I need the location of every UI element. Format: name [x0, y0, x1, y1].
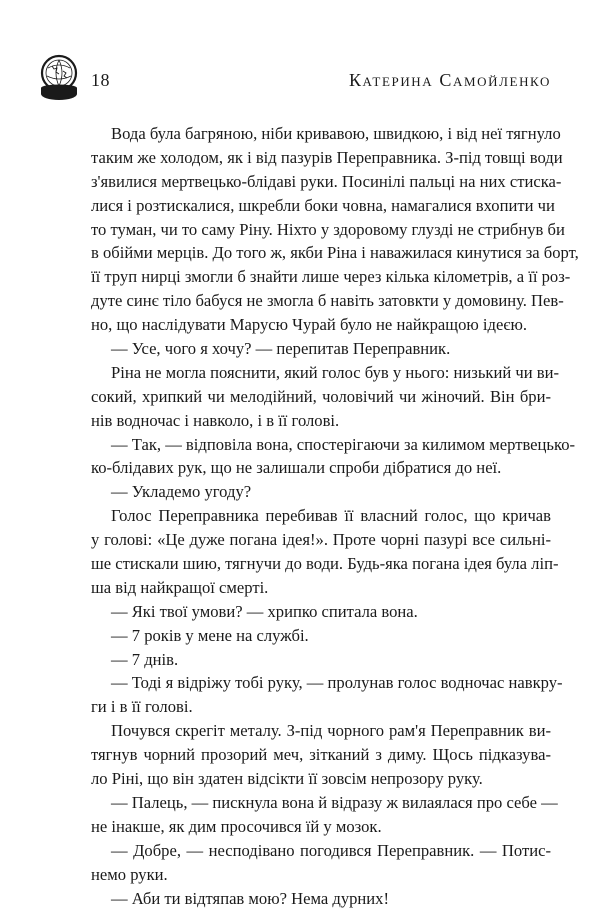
paragraph — [91, 719, 551, 791]
text-line: з'явилися мертвецько-блідаві руки. Посинілі пальці на них стиска- — [91, 170, 551, 194]
text-line: у голові: «Це дуже погана ідея!». Проте чорні пазурі все сильні- — [91, 528, 551, 552]
text-line: сокий, хрипкий чи мелодійний, чоловічий чи жіночий. Він бри- — [91, 385, 551, 409]
text-line: ко-блідавих рук, що не залишали спроби дібратися до неї. — [91, 456, 551, 480]
text-line: — Так, — відповіла вона, спостерігаючи за килимом мертвецько- — [91, 433, 551, 457]
text-line: но, що наслідувати Марусю Чурай було не найкращою ідеєю. — [91, 313, 551, 337]
paragraph — [91, 337, 551, 361]
paragraph — [91, 122, 551, 337]
moon-globe-emblem-icon — [38, 54, 80, 102]
text-line: дуте синє тіло бабуся не змогла б навіть затовкти у домовину. Пев- — [91, 289, 551, 313]
text-line: її труп нирці змогли б знайти лише через кілька кілометрів, а її роз- — [91, 265, 551, 289]
text-line: — Які твої умови? — хрипко спитала вона. — [91, 600, 551, 624]
text-line: — 7 років у мене на службі. — [91, 624, 551, 648]
text-line: ша від найкращої смерті. — [91, 576, 551, 600]
paragraph — [91, 887, 551, 910]
text-line: нів водночас і навколо, і в її голові. — [91, 409, 551, 433]
text-body — [91, 122, 551, 910]
paragraph — [91, 600, 551, 624]
text-line: не інакше, як дим просочився їй у мозок. — [91, 815, 551, 839]
text-line: Ріна не могла пояснити, який голос був у нього: низький чи ви- — [91, 361, 551, 385]
text-line: ше стискали шию, тягнучи до води. Будь-яка погана ідея була ліп- — [91, 552, 551, 576]
text-line: — 7 днів. — [91, 648, 551, 672]
text-line: Вода була багряною, ніби кривавою, швидкою, і від неї тягнуло — [91, 122, 551, 146]
paragraph — [91, 504, 551, 600]
paragraph — [91, 839, 551, 887]
page-header — [0, 0, 600, 120]
text-line: немо руки. — [91, 863, 551, 887]
text-line: — Добре, — несподівано погодився Переправник. — Потис- — [91, 839, 551, 863]
text-line: ло Ріні, що він здатен відсікти її зовсім непрозору руку. — [91, 767, 551, 791]
paragraph — [91, 433, 551, 481]
text-line: тягнув чорний прозорий меч, зітканий з диму. Щось підказува- — [91, 743, 551, 767]
text-line: Голос Переправника перебивав її власний голос, що кричав — [91, 504, 551, 528]
text-line: Почувся скрегіт металу. З-під чорного рам'я Переправник ви- — [91, 719, 551, 743]
paragraph — [91, 361, 551, 433]
paragraph — [91, 624, 551, 648]
paragraph — [91, 791, 551, 839]
text-line: — Аби ти відтяпав мою? Нема дурних! — [91, 887, 551, 910]
paragraph — [91, 648, 551, 672]
text-line: ги і в її голові. — [91, 695, 551, 719]
text-line: таким же холодом, як і від пазурів Переправника. З-під товщі води — [91, 146, 551, 170]
running-head-author: Катерина Самойленко — [349, 70, 551, 91]
paragraph — [91, 480, 551, 504]
text-line: лися і розтискалися, шкребли боки човна, намагалися вхопити чи — [91, 194, 551, 218]
text-line: в обійми мерців. До того ж, якби Ріна і наважилася кинутися за борт, — [91, 241, 551, 265]
text-line: то туман, чи то саму Ріну. Ніхто у здоровому глузді не стрибнув би — [91, 218, 551, 242]
text-line: — Палець, — пискнула вона й відразу ж вилаялася про себе — — [91, 791, 551, 815]
text-line: — Усе, чого я хочу? — перепитав Переправник. — [91, 337, 551, 361]
text-line: — Тоді я відріжу тобі руку, — пролунав голос водночас навкру- — [91, 671, 551, 695]
page-number: 18 — [91, 70, 110, 91]
text-line: — Укладемо угоду? — [91, 480, 551, 504]
paragraph — [91, 671, 551, 719]
